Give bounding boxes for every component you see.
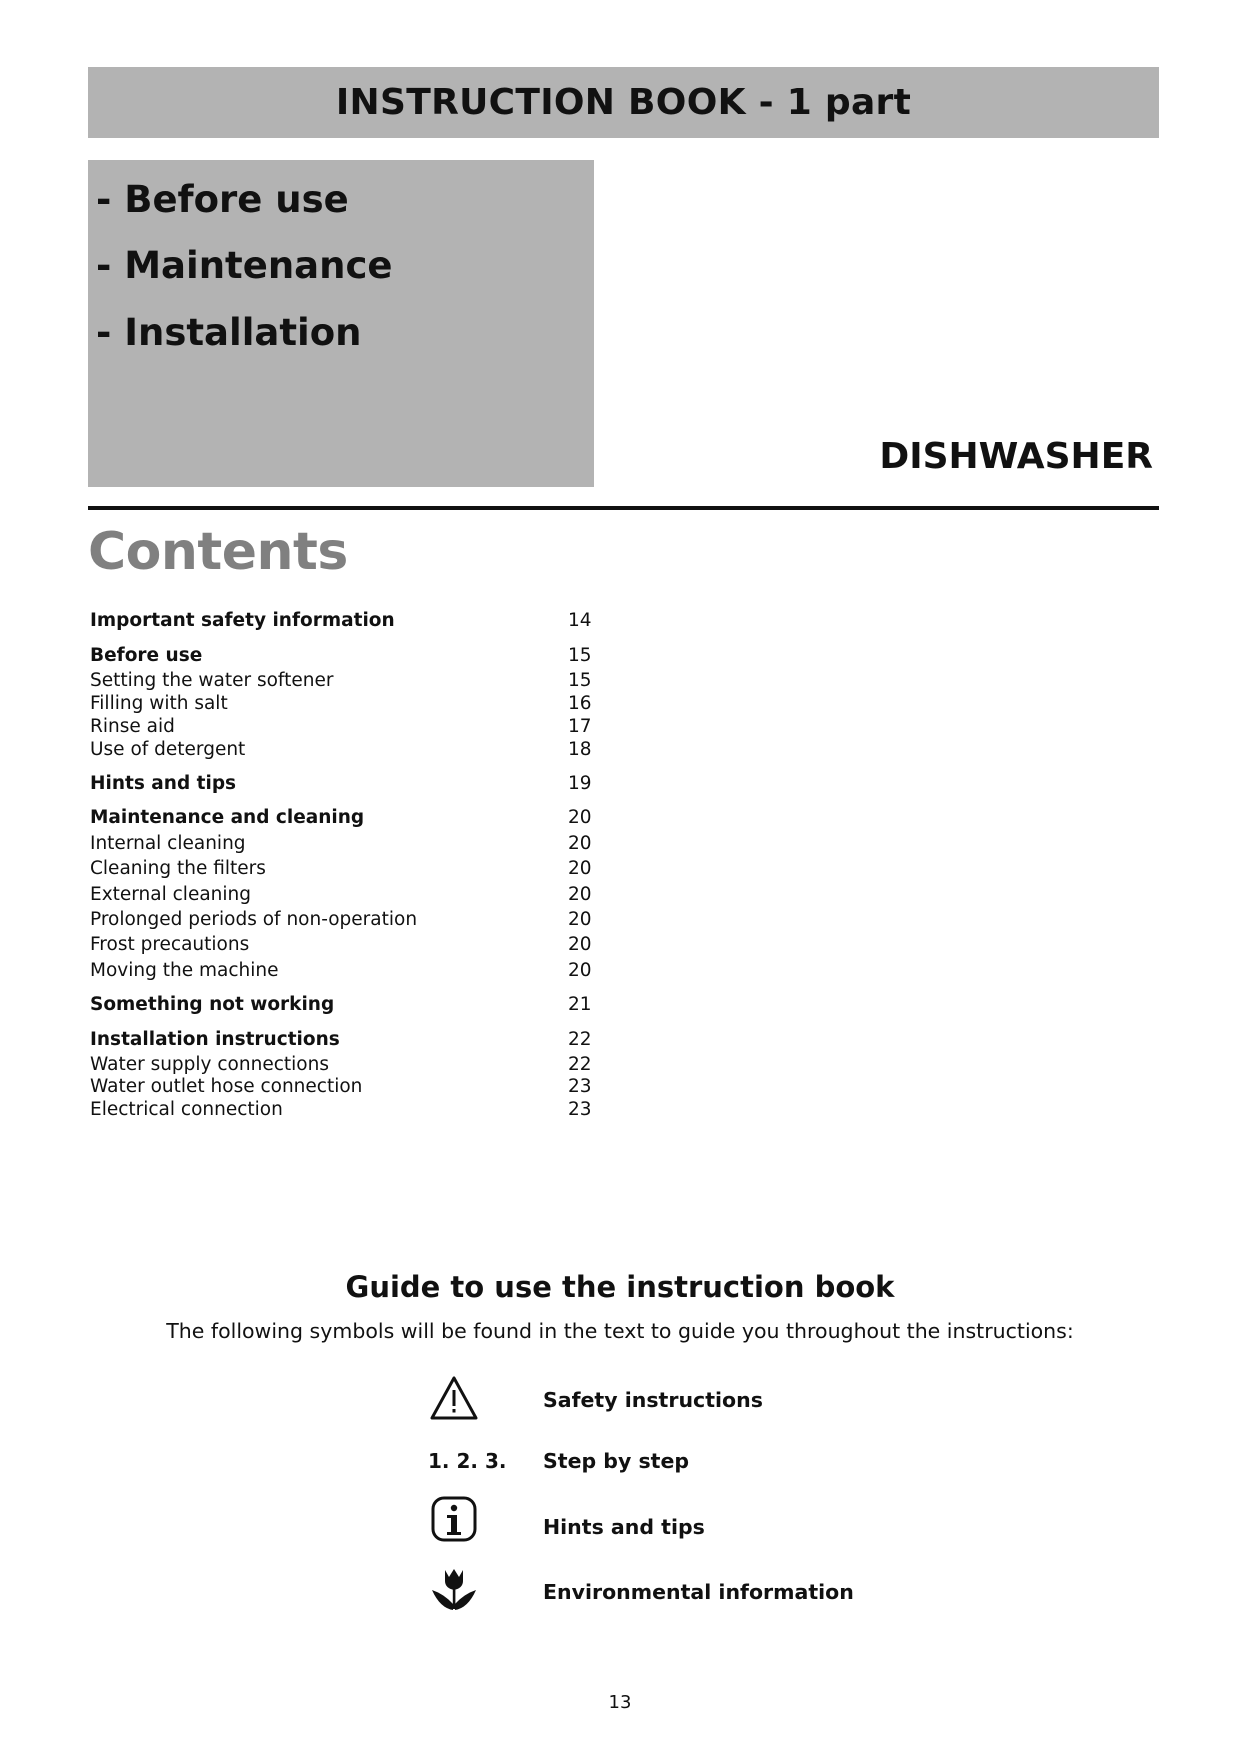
- toc-entry[interactable]: [90, 670, 600, 694]
- toc-entry[interactable]: [90, 739, 600, 763]
- toc-entry-page: 22: [568, 1029, 592, 1050]
- legend-row-safety: [0, 1374, 1240, 1434]
- toc-entry-page: 14: [568, 610, 592, 631]
- sections-box: [88, 160, 594, 487]
- toc-entry-page: 16: [568, 693, 592, 714]
- toc-entry-label: Water outlet hose connection: [90, 1076, 363, 1097]
- toc-entry[interactable]: [90, 645, 600, 669]
- toc-entry-label: Hints and tips: [90, 773, 237, 794]
- toc-entry-label: Water supply connections: [90, 1054, 329, 1075]
- toc-entry[interactable]: [90, 934, 600, 958]
- info-icon: [428, 1494, 508, 1554]
- legend-label: Hints and tips: [543, 1515, 705, 1539]
- legend-row-steps: [0, 1435, 1240, 1495]
- toc-entry-label: Maintenance and cleaning: [90, 807, 365, 828]
- toc-entry[interactable]: [90, 773, 600, 797]
- toc-entry[interactable]: [90, 884, 600, 908]
- toc-entry[interactable]: [90, 610, 600, 634]
- toc-entry-page: 20: [568, 807, 592, 828]
- product-name: DISHWASHER: [879, 436, 1153, 477]
- toc-entry[interactable]: [90, 716, 600, 740]
- toc-entry-page: 20: [568, 960, 592, 981]
- toc-entry[interactable]: [90, 1099, 600, 1123]
- legend-row-environment: [0, 1566, 1240, 1626]
- toc-entry-label: Filling with salt: [90, 693, 228, 714]
- toc-entry-page: 20: [568, 909, 592, 930]
- toc-entry-page: 23: [568, 1099, 592, 1120]
- divider-rule: [88, 506, 1159, 510]
- toc-entry-label: Before use: [90, 645, 203, 666]
- toc-entry-page: 22: [568, 1054, 592, 1075]
- toc-entry-page: 17: [568, 716, 592, 737]
- toc-entry-label: Rinse aid: [90, 716, 175, 737]
- section-before-use: - Before use: [96, 178, 349, 221]
- toc-entry-page: 20: [568, 884, 592, 905]
- toc-entry-label: Electrical connection: [90, 1099, 283, 1120]
- toc-entry-label: Cleaning the filters: [90, 858, 266, 879]
- step-numbers: 1. 2. 3.: [428, 1449, 507, 1473]
- toc-entry-page: 20: [568, 833, 592, 854]
- toc-entry-page: 23: [568, 1076, 592, 1097]
- toc-entry-page: 20: [568, 934, 592, 955]
- header-bar: [88, 67, 1159, 138]
- toc-entry[interactable]: [90, 1076, 600, 1100]
- toc-entry-label: Important safety information: [90, 610, 395, 631]
- toc-entry-page: 20: [568, 858, 592, 879]
- toc-entry-label: External cleaning: [90, 884, 251, 905]
- page-number: 13: [608, 1692, 632, 1713]
- toc-entry[interactable]: [90, 909, 600, 933]
- toc-entry-label: Something not working: [90, 994, 335, 1015]
- legend-row-hints: [0, 1494, 1240, 1554]
- legend-label: Step by step: [543, 1449, 690, 1473]
- section-maintenance: - Maintenance: [96, 244, 393, 287]
- toc-entry-page: 18: [568, 739, 592, 760]
- legend-label: Safety instructions: [543, 1388, 763, 1412]
- toc-entry-page: 15: [568, 670, 592, 691]
- toc-entry-label: Moving the machine: [90, 960, 279, 981]
- toc-entry-page: 19: [568, 773, 592, 794]
- toc-entry-label: Use of detergent: [90, 739, 246, 760]
- guide-heading: Guide to use the instruction book: [345, 1270, 895, 1304]
- toc-entry-label: Internal cleaning: [90, 833, 246, 854]
- guide-intro-text: The following symbols will be found in the text to guide you throughout the instructions:: [166, 1319, 1074, 1343]
- contents-heading: Contents: [88, 522, 348, 582]
- toc-entry[interactable]: [90, 1029, 600, 1053]
- toc-entry-label: Installation instructions: [90, 1029, 340, 1050]
- toc-entry[interactable]: [90, 833, 600, 857]
- toc-entry-label: Frost precautions: [90, 934, 250, 955]
- toc-entry-label: Setting the water softener: [90, 670, 334, 691]
- document-title: INSTRUCTION BOOK - 1 part: [335, 82, 912, 123]
- toc-entry[interactable]: [90, 960, 600, 984]
- toc-entry-label: Prolonged periods of non-operation: [90, 909, 418, 930]
- toc-entry[interactable]: [90, 693, 600, 717]
- section-installation: - Installation: [96, 311, 362, 354]
- toc-entry[interactable]: [90, 994, 600, 1018]
- toc-entry-page: 21: [568, 994, 592, 1015]
- toc-entry[interactable]: [90, 1054, 600, 1078]
- warning-triangle-icon: [428, 1374, 508, 1434]
- legend-label: Environmental information: [543, 1580, 854, 1604]
- toc-entry[interactable]: [90, 858, 600, 882]
- toc-entry[interactable]: [90, 807, 600, 831]
- toc-entry-page: 15: [568, 645, 592, 666]
- tulip-icon: [428, 1566, 508, 1626]
